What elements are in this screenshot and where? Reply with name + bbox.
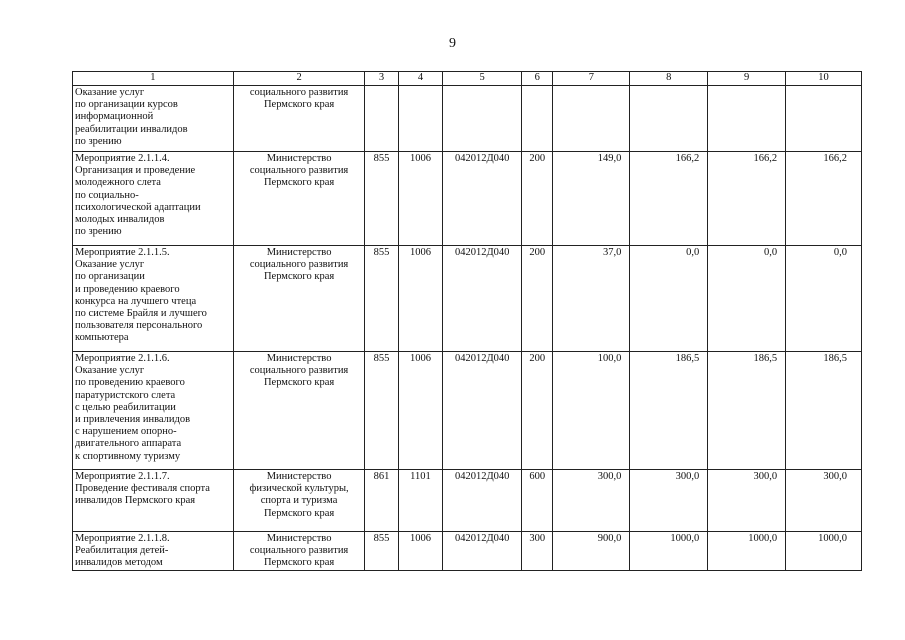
activity-name-line: молодежного слета [75,177,161,189]
column-header: 9 [708,72,786,86]
responsible-org-line: Пермского края [263,271,335,283]
ministry-code-cell: 861 [365,470,398,532]
activity-name-cell [73,152,234,246]
activity-name-line: Мероприятие 2.1.1.5. [75,247,170,258]
activity-name-line: Мероприятие 2.1.1.4. [75,153,170,164]
column-header: 5 [443,72,522,86]
expense-type-cell: 200 [522,352,553,470]
activity-name-line: Мероприятие 2.1.1.7. [75,471,170,482]
activity-name-line: по проведению краевого [75,377,185,389]
amount-cell: 166,2 [630,152,708,246]
column-header: 8 [630,72,708,86]
target-article-cell [443,86,522,152]
activity-name-line: Организация и проведение [75,165,196,177]
program-table [72,71,862,571]
activity-name-line: Проведение фестиваля спорта [75,483,210,495]
responsible-org-line: социального развития [249,545,349,557]
activity-name-line: психологической адаптации [75,201,201,213]
activity-name-line: и проведению краевого [75,283,180,295]
activity-name-line: компьютера [75,332,129,344]
responsible-org-line: Пермского края [263,377,335,389]
target-article-cell: 042012Д040 [443,352,522,470]
target-article-cell: 042012Д040 [443,470,522,532]
section-code-cell [398,86,443,152]
expense-type-cell: 200 [522,152,553,246]
amount-cell: 186,5 [786,352,862,470]
responsible-org-line: Министерство [266,153,332,164]
table-row [73,352,862,470]
activity-name-line: по социально- [75,189,139,201]
column-header: 10 [786,72,862,86]
activity-name-line: с целью реабилитации [75,401,176,413]
responsible-org-cell [233,470,365,532]
activity-name-line: по системе Брайля и лучшего [75,308,207,320]
ministry-code-cell: 855 [365,152,398,246]
target-article-cell: 042012Д040 [443,532,522,571]
responsible-org-line: Министерство [266,533,332,544]
activity-name-line: пользователя персонального [75,320,203,332]
activity-name-cell [73,246,234,352]
responsible-org-cell [233,352,365,470]
activity-name-line: к спортивному туризму [75,450,181,462]
amount-cell [553,86,630,152]
target-article-cell: 042012Д040 [443,246,522,352]
activity-name-line: инвалидов Пермского края [75,495,196,507]
responsible-org-cell [233,152,365,246]
table-row [73,470,862,532]
activity-name-line: конкурса на лучшего чтеца [75,295,197,307]
responsible-org-cell [233,86,365,152]
responsible-org-line: Пермского края [263,507,335,519]
activity-name-line: информационной [75,111,154,123]
activity-name-line: реабилитации инвалидов [75,123,188,135]
amount-cell [786,86,862,152]
responsible-org-line: спорта и туризма [260,495,338,507]
page-number: 9 [449,36,456,51]
column-header: 4 [398,72,443,86]
responsible-org-line: физической культуры, [249,483,349,495]
column-header: 1 [73,72,234,86]
responsible-org-line: Пермского края [263,557,335,569]
amount-cell: 300,0 [630,470,708,532]
expense-type-cell [522,86,553,152]
activity-name-line: молодых инвалидов [75,214,165,226]
amount-cell [708,86,786,152]
target-article-cell: 042012Д040 [443,152,522,246]
expense-type-cell: 600 [522,470,553,532]
section-code-cell: 1006 [398,152,443,246]
amount-cell: 1000,0 [630,532,708,571]
responsible-org-line: социального развития [249,165,349,177]
responsible-org-line: Министерство [266,247,332,258]
amount-cell: 37,0 [553,246,630,352]
amount-cell: 0,0 [786,246,862,352]
amount-cell: 900,0 [553,532,630,571]
activity-name-cell [73,86,234,152]
activity-name-line: по зрению [75,226,122,238]
column-header: 2 [233,72,365,86]
expense-type-cell: 200 [522,246,553,352]
amount-cell [630,86,708,152]
activity-name-line: Мероприятие 2.1.1.6. [75,353,170,364]
amount-cell: 1000,0 [786,532,862,571]
responsible-org-line: социального развития [249,259,349,271]
column-header: 3 [365,72,398,86]
activity-name-cell [73,532,234,571]
section-code-cell: 1006 [398,532,443,571]
responsible-org-cell [233,246,365,352]
amount-cell: 186,5 [708,352,786,470]
section-code-cell: 1101 [398,470,443,532]
responsible-org-line: Министерство [266,471,332,482]
expense-type-cell: 300 [522,532,553,571]
responsible-org-line: Пермского края [263,177,335,189]
activity-name-line: по организации курсов [75,99,178,111]
amount-cell: 0,0 [630,246,708,352]
activity-name-cell [73,352,234,470]
activity-name-line: и привлечения инвалидов [75,414,191,426]
activity-name-line: Оказание услуг [75,259,145,271]
amount-cell: 300,0 [553,470,630,532]
activity-name-line: паратуристского слета [75,389,176,401]
activity-name-line: по организации [75,271,145,283]
responsible-org-line: социального развития [249,87,349,98]
table-row [73,152,862,246]
table-row [73,86,862,152]
activity-name-line: с нарушением опорно- [75,426,177,438]
amount-cell: 186,5 [630,352,708,470]
column-header: 7 [553,72,630,86]
responsible-org-cell [233,532,365,571]
amount-cell: 0,0 [708,246,786,352]
column-header: 6 [522,72,553,86]
ministry-code-cell [365,86,398,152]
ministry-code-cell: 855 [365,352,398,470]
amount-cell: 300,0 [786,470,862,532]
amount-cell: 166,2 [708,152,786,246]
amount-cell: 100,0 [553,352,630,470]
table-row [73,532,862,571]
activity-name-line: Оказание услуг [75,87,145,98]
activity-name-line: Мероприятие 2.1.1.8. [75,533,170,544]
section-code-cell: 1006 [398,246,443,352]
activity-name-line: Оказание услуг [75,365,145,377]
ministry-code-cell: 855 [365,532,398,571]
ministry-code-cell: 855 [365,246,398,352]
amount-cell: 166,2 [786,152,862,246]
activity-name-line: Реабилитация детей- [75,545,169,557]
amount-cell: 1000,0 [708,532,786,571]
responsible-org-line: Министерство [266,353,332,364]
activity-name-line: по зрению [75,135,122,147]
amount-cell: 300,0 [708,470,786,532]
responsible-org-line: социального развития [249,365,349,377]
amount-cell: 149,0 [553,152,630,246]
responsible-org-line: Пермского края [263,99,335,111]
table-row [73,246,862,352]
activity-name-line: двигательного аппарата [75,438,182,450]
table-header-row [73,72,862,86]
activity-name-cell [73,470,234,532]
section-code-cell: 1006 [398,352,443,470]
activity-name-line: инвалидов методом [75,557,163,569]
